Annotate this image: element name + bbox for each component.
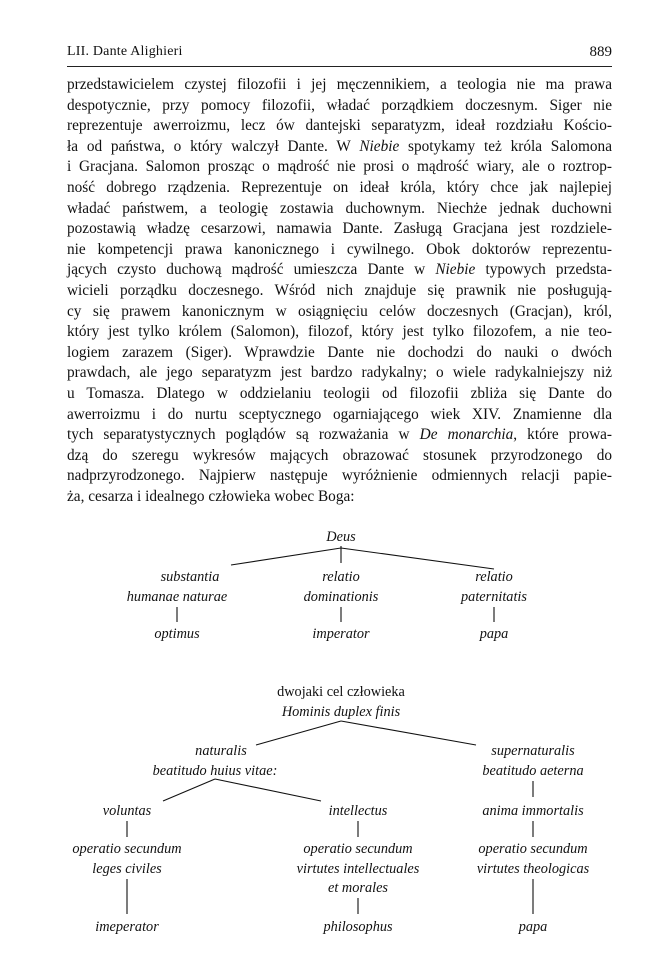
text-segment: dzą do szeregu wykresów mających obrazować stosunek przyrodzonego do [67, 446, 612, 464]
d1-root: Deus [326, 529, 356, 545]
text-segment: pozostawią władzę cesarzowi, namawia Dante. Zasługą Gracjana jest rozdziele- [67, 220, 612, 238]
d2-leaf-papa: papa [518, 919, 548, 935]
d2-right-detail-2: virtutes theologicas [476, 861, 590, 877]
d2-leaf-imeperator: imeperator [95, 919, 159, 935]
d1-edge-left [231, 548, 341, 565]
text-segment: spotykamy też króla Salomona [399, 137, 612, 155]
italic-title: De monarchia [419, 426, 514, 444]
d2-edge-intellectus [215, 779, 321, 801]
d2-right-detail-1: operatio secundum [478, 841, 588, 857]
page-number: 889 [589, 44, 612, 60]
d2-left-line-2: beatitudo huius vitae: [152, 763, 278, 779]
text-segment: ża, cesarza i idealnego człowieka wobec Boga: [67, 487, 355, 505]
d1-branch-2-line-2: dominationis [303, 589, 379, 605]
d1-branch-1-line-1: substantia [160, 569, 220, 585]
d2-intellectus: intellectus [328, 803, 388, 819]
text-segment: wicieli porządku doczesnego. Wśród nich znajduje się prawnik nie posługują- [67, 281, 612, 299]
text-segment: ność dobrego rządzenia. Reprezentuje on ideał króla, który chce jak najlepiej [67, 178, 612, 196]
d1-edge-right [341, 548, 494, 569]
text-segment: prawdach, ale jego separatyzm jest bardzo radykalny; o wiele radykalniejszy niż [67, 364, 612, 382]
text-segment: jących czysto duchową mądrość umieszcza Dante w [67, 261, 436, 279]
d2-left-line-1: naturalis [195, 743, 247, 759]
text-segment: przedstawicielem czystej filozofii i jej męczennikiem, a teologia nie ma prawa [67, 76, 612, 93]
diagram-deus [127, 529, 528, 642]
text-segment: typowych przedsta- [475, 261, 612, 279]
text-segment: który jest tylko królem (Salomon), filozof, który jest tylko filozofem, a nie teo- [67, 323, 612, 341]
text-segment: nadprzyrodzonego. Najpierw następuje wyróżnienie odmiennych relacji papie- [67, 467, 612, 485]
d2-root: Hominis duplex finis [281, 704, 401, 720]
d2-anima-immortalis: anima immortalis [482, 803, 584, 819]
italic-title: Niebie [359, 137, 400, 155]
d2-title: dwojaki cel człowieka [277, 684, 405, 700]
d2-right-line-1: supernaturalis [491, 743, 575, 759]
text-segment: awerroizmu i do nurtu sceptycznego ogarniającego wiek XIV. Znamienne dla [67, 405, 612, 423]
d1-branch-3-line-2: paternitatis [461, 589, 527, 605]
d1-leaf-imperator: imperator [312, 626, 370, 642]
text-segment: i Gracjana. Salomon prosząc o mądrość nie prosi o mądrość wiary, ale o roztrop- [67, 158, 612, 176]
d2-edge-right [341, 721, 476, 745]
text-segment: ła od państwa, o który walczył Dante. W [67, 137, 360, 155]
d1-leaf-papa: papa [479, 626, 509, 642]
text-segment: despotycznie, przy pomocy filozofii, władać porządkiem doczesnym. Siger nie [67, 96, 612, 114]
d2-edge-voluntas [163, 779, 215, 801]
diagram-duplex-finis [72, 684, 589, 935]
d1-branch-3-line-1: relatio [475, 569, 513, 585]
text-segment: cy się prawem kanonicznym w osiągnięciu celów doczesnych (Gracjan), król, [67, 302, 612, 320]
d1-branch-1-line-2: humanae naturae [126, 589, 228, 605]
d2-intellectus-detail-2: virtutes intellectuales [296, 861, 420, 877]
text-segment: tych separatystycznych poglądów są rozważania w [67, 426, 420, 444]
d2-voluntas-detail-1: operatio secundum [72, 841, 182, 857]
d2-leaf-philosophus: philosophus [323, 919, 393, 935]
chapter-title: LII. Dante Alighieri [67, 44, 183, 59]
text-segment: u Tomasza. Dlatego w oddzielaniu teologii od filozofii zbliża się Dante do [67, 384, 612, 402]
text-segment: , które prowa- [513, 426, 612, 444]
text-segment: logiem zarazem (Siger). Wprawdzie Dante nie dochodzi do nauki o dwóch [67, 343, 612, 361]
d2-edge-left [256, 721, 341, 745]
text-segment: władać państwem, a teologię zostawia duchownym. Niechże jednak duchowni [67, 199, 612, 217]
d2-voluntas-detail-2: leges civiles [92, 861, 162, 877]
d1-branch-2-line-1: relatio [322, 569, 360, 585]
d2-intellectus-detail-1: operatio secundum [303, 841, 413, 857]
d1-leaf-optimus: optimus [154, 626, 200, 642]
text-segment: nie kompetencji prawa kanonicznego i cywilnego. Obok doktorów reprezentu- [67, 240, 612, 258]
d2-intellectus-detail-3: et morales [328, 880, 388, 896]
text-segment: reprezentuje awerroizmu, lecz ów dantejski separatyzm, ideał rozdziału Kościo- [67, 117, 612, 135]
italic-title: Niebie [435, 261, 476, 279]
d2-right-line-2: beatitudo aeterna [482, 763, 584, 779]
d2-voluntas: voluntas [102, 803, 152, 819]
